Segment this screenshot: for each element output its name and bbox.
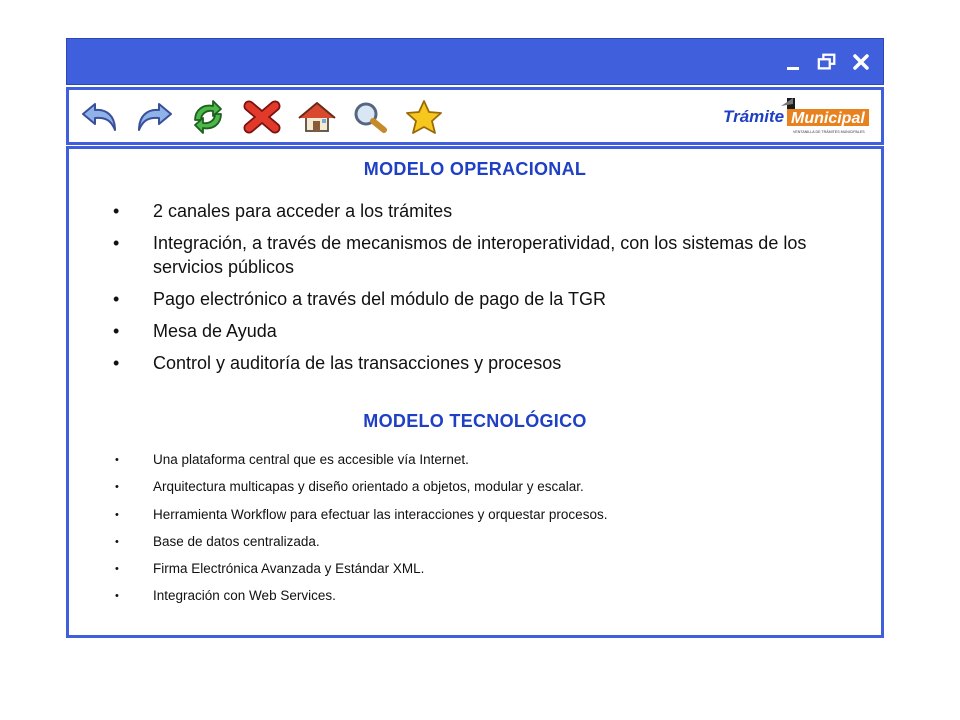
toolbar	[66, 87, 884, 145]
home-icon	[295, 98, 337, 136]
favorites-icon	[403, 98, 445, 136]
forward-icon	[133, 98, 175, 136]
app-window	[66, 38, 884, 638]
technological-model-list	[111, 451, 851, 615]
favorites-button[interactable]	[401, 96, 447, 138]
search-icon	[349, 98, 391, 136]
close-icon	[852, 53, 870, 71]
list-item: • Pago electrónico a través del módulo de pago de la TGR	[113, 289, 606, 309]
title-bar[interactable]	[66, 38, 884, 85]
operational-model-list	[111, 199, 851, 383]
back-icon	[79, 98, 121, 136]
list-item: • Base de datos centralizada.	[115, 533, 320, 549]
svg-text:Trámite: Trámite	[723, 107, 785, 126]
minimize-icon	[785, 52, 801, 72]
home-button[interactable]	[293, 96, 339, 138]
list-item: • Arquitectura multicapas y diseño orientado a objetos, modular y escalar.	[115, 479, 584, 495]
refresh-button[interactable]	[185, 96, 231, 138]
svg-text:VENTANILLA DE TRÁMITES MUNICIP: VENTANILLA DE TRÁMITES MUNICIPALES	[793, 130, 865, 134]
back-button[interactable]	[77, 96, 123, 138]
refresh-icon	[187, 98, 229, 136]
window-controls	[783, 51, 871, 73]
list-item: • Una plataforma central que es accesible vía Internet.	[115, 452, 469, 467]
list-item: • Integración con Web Services.	[115, 588, 336, 604]
list-item: • Firma Electrónica Avanzada y Estándar XML.	[115, 561, 425, 577]
search-button[interactable]	[347, 96, 393, 138]
svg-text:Municipal: Municipal	[791, 110, 865, 127]
forward-button[interactable]	[131, 96, 177, 138]
operational-model-title: MODELO OPERACIONAL	[363, 159, 587, 179]
stop-button[interactable]	[239, 96, 285, 138]
restore-icon	[817, 52, 837, 72]
stop-icon	[241, 98, 283, 136]
list-item: • Mesa de Ayuda	[113, 321, 277, 341]
list-item: • Herramienta Workflow para efectuar las interacciones y orquestar procesos.	[115, 506, 608, 522]
restore-button[interactable]	[817, 51, 837, 73]
tramite-municipal-logo	[721, 96, 873, 138]
technological-model-title: MODELO TECNOLÓGICO	[363, 411, 587, 431]
toolbar-buttons	[77, 96, 447, 138]
close-button[interactable]	[851, 51, 871, 73]
list-item: • Integración, a través de mecanismos de interoperatividad, con los sistemas de los servicios públicos	[113, 233, 807, 277]
minimize-button[interactable]	[783, 51, 803, 73]
list-item: • Control y auditoría de las transacciones y procesos	[113, 353, 562, 373]
list-item: • 2 canales para acceder a los trámites	[113, 201, 453, 221]
content-panel	[66, 146, 884, 638]
